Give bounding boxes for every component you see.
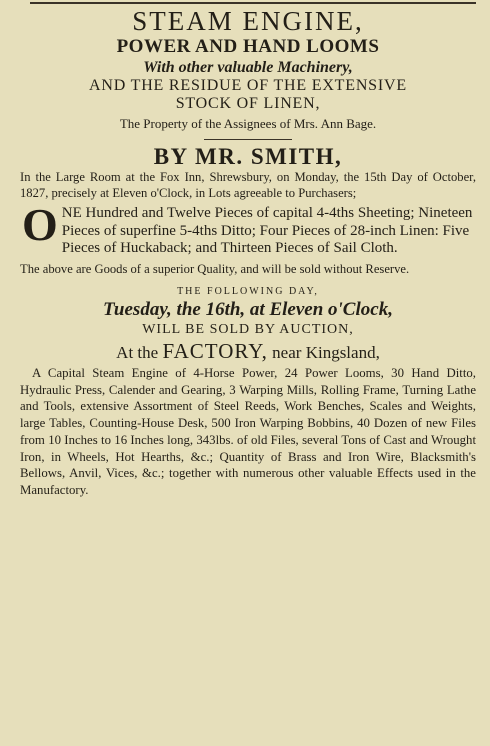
divider <box>204 139 292 140</box>
top-rule <box>30 2 476 4</box>
ad-line-residue: AND THE RESIDUE OF THE EXTENSIVE <box>89 77 407 94</box>
following-day-label: THE FOLLOWING DAY, <box>177 286 319 297</box>
drop-cap: O <box>22 199 58 250</box>
ad-line-machinery: With other valuable Machinery, <box>143 59 353 76</box>
sale-location <box>20 339 476 365</box>
ad-subtitle: POWER AND HAND LOOMS <box>116 36 380 57</box>
ad-line-stock: STOCK OF LINEN, <box>175 95 321 112</box>
location-place: Kingsland, <box>305 343 380 362</box>
quality-note: The above are Goods of a superior Quality, and will be sold without Reserve. <box>20 261 410 276</box>
location-near: near <box>272 343 302 362</box>
ad-title: STEAM ENGINE, <box>132 6 364 36</box>
lot-text: NE Hundred and Twelve Pieces of capital 4-4ths Sheeting; Nineteen Pieces of superfine 5-4ths Ditto; Four Pieces of 28-inch Linen: Five Pieces of Huckaback; and Thirteen Pieces of Sail Cloth. <box>61 205 473 256</box>
auctioneer: BY MR. SMITH, <box>153 144 343 169</box>
inventory-paragraph: A Capital Steam Engine of 4-Horse Power, 24 Power Looms, 30 Hand Ditto, Hydraulic Press, Calender and Gearing, 3 Warping Mills, Rolling Frame, Turning Lathe and Tools, extensive Assortment of Steel Reeds, Work Benches, Scales and Weights, large Tables, Counting-House Desk, 500 Iron Warping Bobbins, 40 Dozen of new Files from 10 Inches to 16 Inches long, 343lbs. of old Files, several Tons of Cast and Wrought Iron, in Wheels, Hot Hearths, &c.; Quantity of Brass and Iron Wire, Blacksmith's Bellows, Anvil, Vices, &c.; together with numerous other valuable Effects used in the Manufactory. <box>20 366 476 497</box>
ad-line-property: The Property of the Assignees of Mrs. Ann Bage. <box>119 116 377 131</box>
lot-paragraph <box>20 199 476 258</box>
location-at: At the <box>116 343 159 362</box>
sale-by-auction: WILL BE SOLD BY AUCTION, <box>142 322 354 337</box>
sale-date: Tuesday, the 16th, at Eleven o'Clock, <box>103 299 393 320</box>
venue-paragraph: In the Large Room at the Fox Inn, Shrewsbury, on Monday, the 15th Day of October, 1827, precisely at Eleven o'Clock, in Lots agreeable to Purchasers; <box>20 170 476 200</box>
location-factory: FACTORY, <box>162 339 268 363</box>
